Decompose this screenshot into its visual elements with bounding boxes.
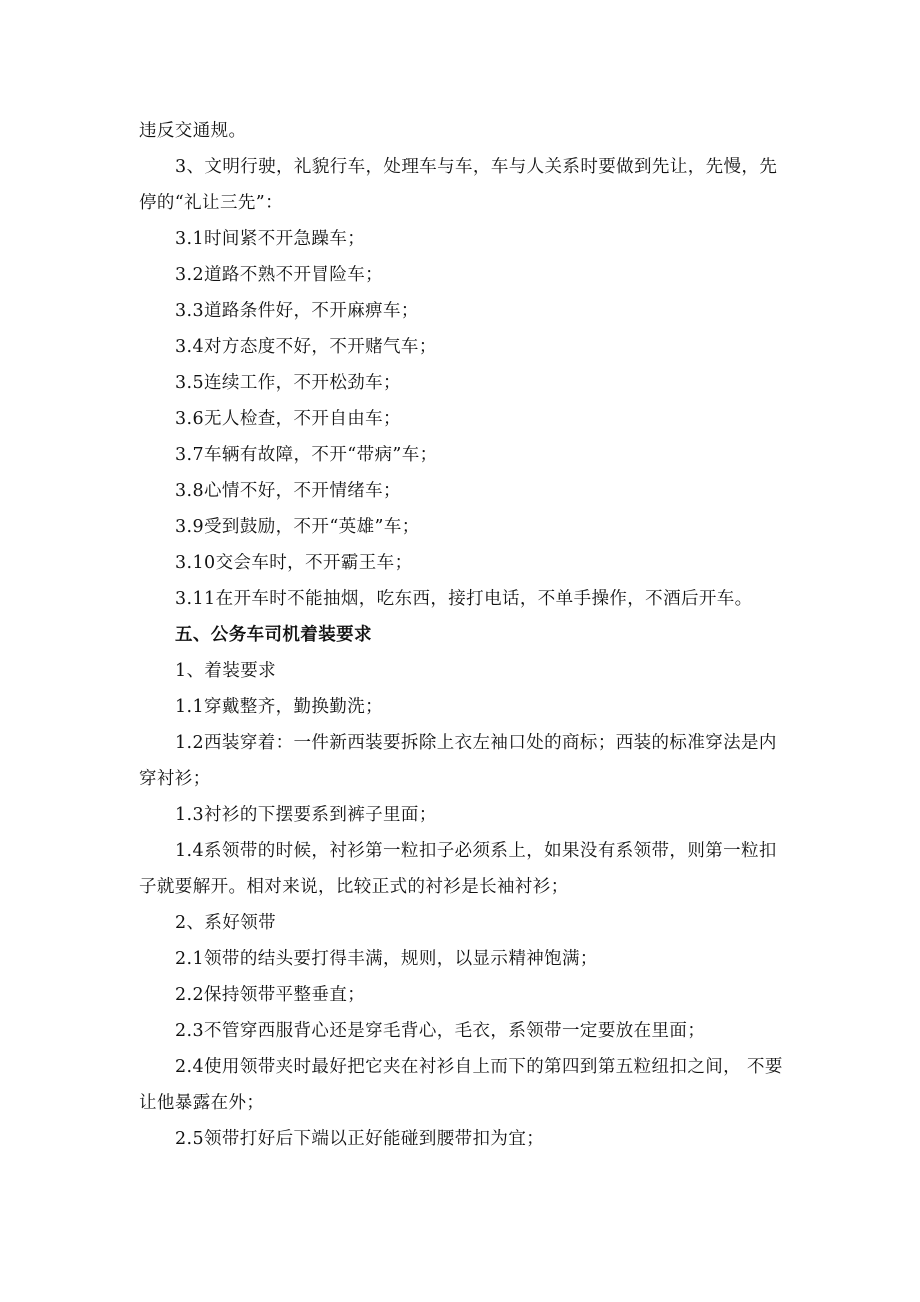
subheading-2: 2、系好领带	[175, 913, 277, 933]
paragraph-item-1-1: 1.1穿戴整齐，勤换勤洗；	[175, 697, 384, 717]
paragraph-item-3-5: 3.5连续工作，不开松劲车；	[175, 373, 401, 393]
paragraph-item-1-4: 1.4系领带的时候，衬衫第一粒扣子必须系上，如果没有系领带，则第一粒扣子就要解开。相对来说，比较正式的衬衫是长袖衬衫；	[139, 841, 777, 897]
subheading-1: 1、着装要求	[175, 661, 277, 681]
paragraph-item-2-1: 2.1领带的结头要打得丰满，规则，以显示精神饱满；	[175, 949, 598, 969]
paragraph-item-2-4: 2.4使用领带夹时最好把它夹在衬衫自上而下的第四到第五粒纽扣之间， 不要让他暴露在外；	[139, 1057, 783, 1113]
paragraph-item-2-3: 2.3不管穿西服背心还是穿毛背心，毛衣，系领带一定要放在里面；	[175, 1021, 706, 1041]
paragraph-item-3-1: 3.1时间紧不开急躁车；	[175, 229, 366, 249]
paragraph-item-3: 3、文明行驶，礼貌行车，处理车与车，车与人关系时要做到先让，先慢，先停的“礼让三先”：	[139, 157, 778, 213]
paragraph-item-3-7: 3.7车辆有故障，不开“带病”车；	[175, 445, 438, 465]
paragraph-item-3-11: 3.11在开车时不能抽烟，吃东西，接打电话，不单手操作，不酒后开车。	[175, 589, 753, 609]
paragraph-item-2-5: 2.5领带打好后下端以正好能碰到腰带扣为宜；	[175, 1129, 545, 1149]
paragraph-item-3-6: 3.6无人检查，不开自由车；	[175, 409, 401, 429]
paragraph-item-2-2: 2.2保持领带平整垂直；	[175, 985, 366, 1005]
paragraph-item-3-4: 3.4对方态度不好，不开赌气车；	[175, 337, 437, 357]
paragraph-item-3-8: 3.8心情不好，不开情绪车；	[175, 481, 401, 501]
document-body	[139, 113, 790, 1157]
paragraph-item-3-9: 3.9受到鼓励，不开“英雄”车；	[175, 517, 420, 537]
paragraph-item-1-3: 1.3衬衫的下摆要系到裤子里面；	[175, 805, 437, 825]
paragraph-item-1-2: 1.2西装穿着：一件新西装要拆除上衣左袖口处的商标；西装的标准穿法是内穿衬衫；	[139, 733, 777, 789]
paragraph-continuation: 违反交通规。	[139, 121, 247, 141]
paragraph-item-3-3: 3.3道路条件好，不开麻痹车；	[175, 301, 419, 321]
paragraph-item-3-10: 3.10交会车时，不开霸王车；	[175, 553, 413, 573]
paragraph-item-3-2: 3.2道路不熟不开冒险车；	[175, 265, 384, 285]
section-heading-5: 五、公务车司机着装要求	[175, 625, 372, 645]
